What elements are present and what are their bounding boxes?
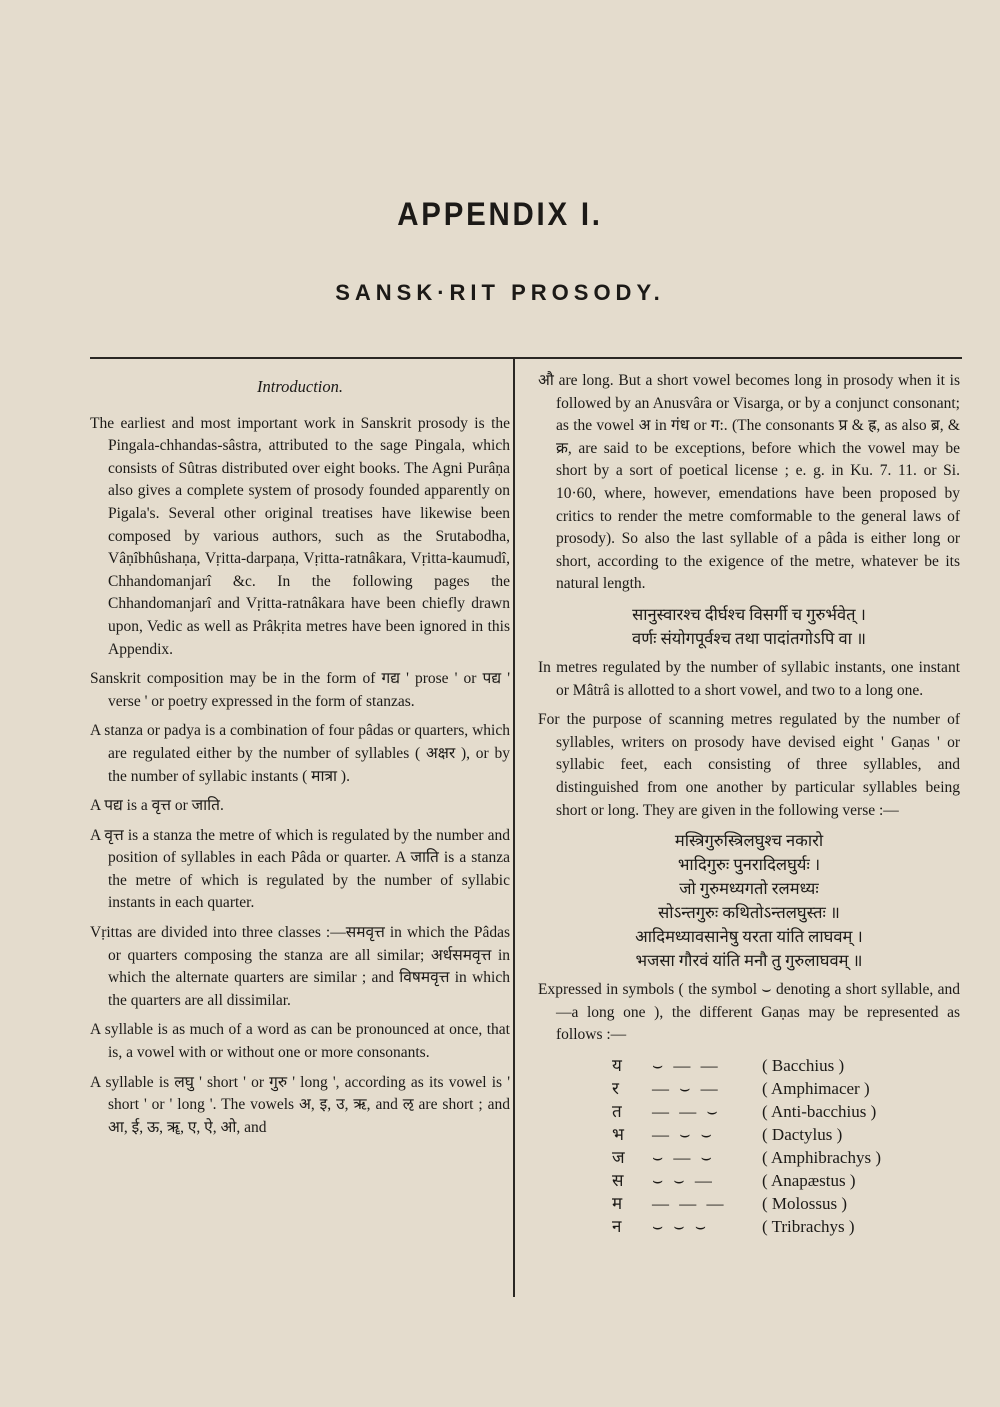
- verse-line: भादिगुरुः पुनरादिलघुर्यः ।: [677, 855, 821, 875]
- gana-name: ( Anapæstus ): [762, 1170, 856, 1190]
- verse-line: मस्त्रिगुरुस्त्रिलघुश्च नकारो: [674, 831, 824, 851]
- gana-name: ( Amphimacer ): [762, 1078, 870, 1098]
- gana-name: ( Amphibrachys ): [762, 1147, 881, 1167]
- paragraph: A वृत्त is a stanza the metre of which is regulated by the number and position of syllables in each Pâda or quarter. A जाति is a stanza the metre of which is regulated by the number of syllabic instants in each quarter.: [90, 826, 510, 912]
- gana-symbol: ⌣ ⌣ ⌣: [652, 1216, 710, 1236]
- gana-row: [612, 1146, 960, 1169]
- left-column: [90, 370, 510, 1146]
- gana-row: [612, 1215, 960, 1238]
- sanskrit-verse: [538, 603, 960, 651]
- gana-letter: म: [612, 1193, 623, 1213]
- gana-table: [612, 1054, 960, 1238]
- horizontal-rule: [90, 357, 962, 359]
- gana-row: [612, 1077, 960, 1100]
- gana-symbol: — ⌣ —: [652, 1078, 721, 1098]
- gana-name: ( Dactylus ): [762, 1124, 843, 1144]
- gana-row: [612, 1054, 960, 1077]
- gana-name: ( Anti-bacchius ): [762, 1101, 877, 1121]
- gana-letter: य: [612, 1055, 622, 1075]
- paragraph: Sanskrit composition may be in the form of गद्य ' prose ' or पद्य ' verse ' or poetry expressed in the form of stanzas.: [90, 670, 510, 710]
- gana-letter: त: [612, 1101, 622, 1121]
- page-subtitle: SANSK·RIT PROSODY.: [335, 280, 665, 305]
- page-title: APPENDIX I.: [397, 196, 603, 232]
- verse-line: वर्णः संयोगपूर्वश्च तथा पादांतगोऽपि वा ॥: [632, 628, 866, 648]
- paragraph: Vṛittas are divided into three classes :—समवृत्त in which the Pâdas or quarters composing the stanza are all similar; अर्धसमवृत्त in which the alternate quarters are similar ; and विषमवृत्त in which the quarters are all dissimilar.: [90, 924, 510, 1009]
- verse-line: सानुस्वारश्च दीर्घश्च विसर्गी च गुरुर्भवेत् ।: [632, 604, 866, 624]
- verse-line: आदिमध्यावसानेषु यरता यांति लाघवम् ।: [635, 927, 863, 947]
- gana-letter: स: [612, 1170, 624, 1190]
- paragraph: A stanza or padya is a combination of four pâdas or quarters, which are regulated either by the number of syllables ( अक्षर ), or by the number of syllabic instants ( मात्रा ).: [90, 722, 510, 785]
- paragraph: औ are long. But a short vowel becomes long in prosody when it is followed by an Anusvâra or Visarga, or by a conjunct consonant; as the vowel अ in गंध or ग:. (The consonants प्र & ह्र, as also ब्र, & क्र, are said to be exceptions, before which the vowel may be short by a sort of poetical license ; e. g. in Ku. 7. 11. or Si. 10·60, where, however, emendations have been proposed by critics to render the metre comformable to the general laws of prosody). So also the last syllable of a pâda is either long or short, according to the exigence of the metre, whatever be its natural length.: [538, 372, 960, 593]
- gana-symbol: — — —: [652, 1193, 727, 1213]
- paragraph: A syllable is लघु ' short ' or गुरु ' long ', according as its vowel is ' short ' or ' long '. The vowels अ, इ, उ, ऋ, and ऌ are short ; and आ, ई, ऊ, ॠ, ए, ऐ, ओ, and: [90, 1073, 510, 1136]
- gana-letter: न: [612, 1216, 622, 1236]
- right-column: [538, 370, 960, 1238]
- column-divider: [513, 357, 515, 1297]
- gana-symbol: ⌣ — ⌣: [652, 1147, 715, 1167]
- paragraph: The earliest and most important work in Sanskrit prosody is the Pingala-chhandas-sâstra, attributed to the sage Pingala, which consists of Sûtras distributed over eight books. The Agni Purâṇa also gives a complete system of prosody founded apparently on Pigala's. Several other original treatises have likewise been composed by various authors, such as the Srutabodha, Vâṇîbhûshaṇa, Vṛitta-darpaṇa, Vṛitta-ratnâkara, Vṛitta-kaumudî, Chhandomanjarî &c. In the following pages the Chhandomanjarî and Vṛitta-ratnâkara have been chiefly drawn upon, Vedic as well as Prâkṛita metres have been ignored in this Appendix.: [90, 414, 510, 658]
- paragraph: For the purpose of scanning metres regulated by the number of syllables, writers on prosody have devised eight ' Gaṇas ' or syllabic feet, each consisting of three syllables, and distinguished from one another by particular syllables being short or long. They are given in the following verse :—: [538, 711, 960, 819]
- gana-letter: र: [612, 1078, 619, 1098]
- gana-row: [612, 1169, 960, 1192]
- paragraph: Expressed in symbols ( the symbol ⌣ denoting a short syllable, and —a long one ), the different Gaṇas may be represented as follows :—: [538, 981, 960, 1044]
- gana-row: [612, 1123, 960, 1146]
- paragraph: A पद्य is a वृत्त or जाति.: [90, 797, 224, 815]
- gana-symbol: — — ⌣: [652, 1101, 721, 1121]
- gana-letter: ज: [612, 1147, 625, 1167]
- sanskrit-verse: [538, 829, 960, 973]
- paragraph: In metres regulated by the number of syllabic instants, one instant or Mâtrâ is allotted to a short vowel, and two to a long one.: [538, 658, 960, 699]
- gana-letter: भ: [612, 1124, 624, 1144]
- gana-name: ( Tribrachys ): [762, 1216, 855, 1236]
- gana-name: ( Molossus ): [762, 1193, 848, 1213]
- gana-name: ( Bacchius ): [762, 1055, 845, 1075]
- section-heading: Introduction.: [256, 377, 343, 396]
- gana-row: [612, 1100, 960, 1123]
- gana-symbol: — ⌣ ⌣: [652, 1124, 715, 1144]
- verse-line: जो गुरुमध्यगतो रलमध्यः: [679, 879, 819, 899]
- gana-symbol: ⌣ — —: [652, 1055, 721, 1075]
- gana-symbol: ⌣ ⌣ —: [652, 1170, 715, 1190]
- verse-line: सोऽन्तगुरुः कथितोऽन्तलघुस्तः ॥: [658, 903, 840, 923]
- verse-line: भजसा गौरवं यांति मनौ तु गुरुलाघवम् ॥: [635, 951, 863, 971]
- gana-row: [612, 1192, 960, 1215]
- paragraph: A syllable is as much of a word as can be pronounced at once, that is, a vowel with or without one or more consonants.: [90, 1021, 510, 1062]
